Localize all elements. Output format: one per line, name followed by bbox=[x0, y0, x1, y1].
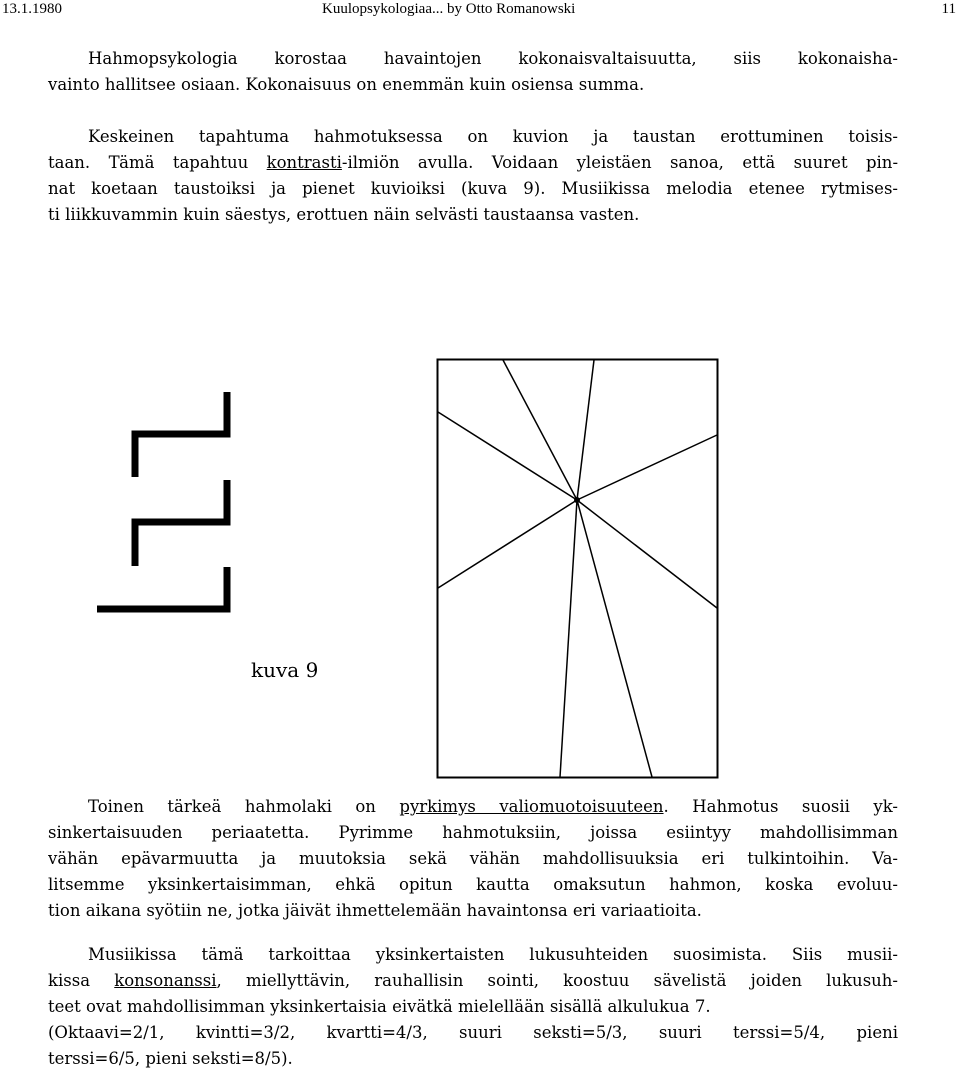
step-shape bbox=[135, 392, 227, 477]
figure-drawing bbox=[0, 340, 960, 780]
text-line: vähän epävarmuutta ja muutoksia sekä vähän mahdollisuuksia eri tulkintoihin. Va- bbox=[48, 849, 898, 868]
paragraph-3 bbox=[48, 794, 898, 924]
text-line bbox=[48, 150, 898, 176]
text-segment: Toinen tärkeä hahmolaki on bbox=[88, 797, 400, 816]
text-line: vainto hallitsee osiaan. Kokonaisuus on enemmän kuin osiensa summa. bbox=[48, 75, 645, 94]
text-line: Hahmopsykologia korostaa havaintojen kokonaisvaltaisuutta, siis kokonaisha- bbox=[88, 49, 898, 68]
text-line: teet ovat mahdollisimman yksinkertaisia eivätkä mielellään sisällä alkulukua 7. bbox=[48, 997, 711, 1016]
text-line: ti liikkuvammin kuin säestys, erottuen näin selvästi taustaansa vasten. bbox=[48, 205, 640, 224]
text-line: litsemme yksinkertaisimman, ehkä opitun kautta omaksutun hahmon, koska evoluu- bbox=[48, 875, 898, 894]
text-line: (Oktaavi=2/1, kvintti=3/2, kvartti=4/3, suuri seksti=5/3, suuri terssi=5/4, pieni bbox=[48, 1023, 898, 1042]
text-line bbox=[48, 968, 898, 994]
link-pyrkimys-valiomuotoisuuteen[interactable]: pyrkimys valiomuotoisuuteen bbox=[399, 797, 664, 816]
text-segment: . Hahmotus suosii yk- bbox=[663, 797, 898, 816]
text-segment: , miellyttävin, rauhallisin sointi, koostuu sävelistä joiden lukusuh- bbox=[216, 971, 898, 990]
figure-caption: kuva 9 bbox=[251, 658, 319, 682]
header-title: Kuulopsykologiaa... by Otto Romanowski bbox=[322, 1, 576, 17]
paragraph-1 bbox=[48, 46, 898, 98]
page-header bbox=[0, 0, 960, 18]
radial-line bbox=[577, 500, 652, 777]
step-shapes bbox=[97, 392, 227, 609]
figure-kuva-9 bbox=[0, 340, 960, 780]
figure-square bbox=[438, 360, 718, 778]
text-line: nat koetaan taustoiksi ja pienet kuvioiksi (kuva 9). Musiikissa melodia etenee rytmises- bbox=[48, 179, 898, 198]
radial-lines bbox=[438, 360, 717, 777]
link-konsonanssi[interactable]: konsonanssi bbox=[114, 971, 217, 990]
paragraph-4 bbox=[48, 942, 898, 1072]
text-line bbox=[48, 794, 898, 820]
radial-line bbox=[577, 360, 594, 500]
paragraph-2 bbox=[48, 124, 898, 228]
radial-line bbox=[577, 500, 717, 608]
step-shape bbox=[97, 567, 227, 609]
text-line: sinkertaisuuden periaatetta. Pyrimme hahmotuksiin, joissa esiintyy mahdollisimman bbox=[48, 823, 898, 842]
text-line: Keskeinen tapahtuma hahmotuksessa on kuvion ja taustan erottuminen toisis- bbox=[88, 127, 898, 146]
text-line: tion aikana syötiin ne, jotka jäivät ihmettelemään havaintonsa eri variaatioita. bbox=[48, 901, 702, 920]
radial-line bbox=[503, 360, 577, 500]
radial-line bbox=[560, 500, 577, 777]
page-number: 11 bbox=[941, 1, 956, 17]
center-point bbox=[574, 497, 580, 503]
header-date: 13.1.1980 bbox=[2, 1, 62, 17]
text-segment: taan. Tämä tapahtuu bbox=[48, 153, 267, 172]
radial-line bbox=[577, 435, 717, 500]
radial-line bbox=[438, 500, 577, 588]
step-shape bbox=[135, 480, 227, 566]
radial-line bbox=[438, 412, 577, 500]
text-line: terssi=6/5, pieni seksti=8/5). bbox=[48, 1049, 293, 1068]
link-kontrasti[interactable]: kontrasti bbox=[266, 153, 342, 172]
text-line: Musiikissa tämä tarkoittaa yksinkertaisten lukusuhteiden suosimista. Siis musii- bbox=[88, 945, 898, 964]
text-segment: -ilmiön avulla. Voidaan yleistäen sanoa, että suuret pin- bbox=[341, 153, 898, 172]
text-segment: kissa bbox=[48, 971, 115, 990]
